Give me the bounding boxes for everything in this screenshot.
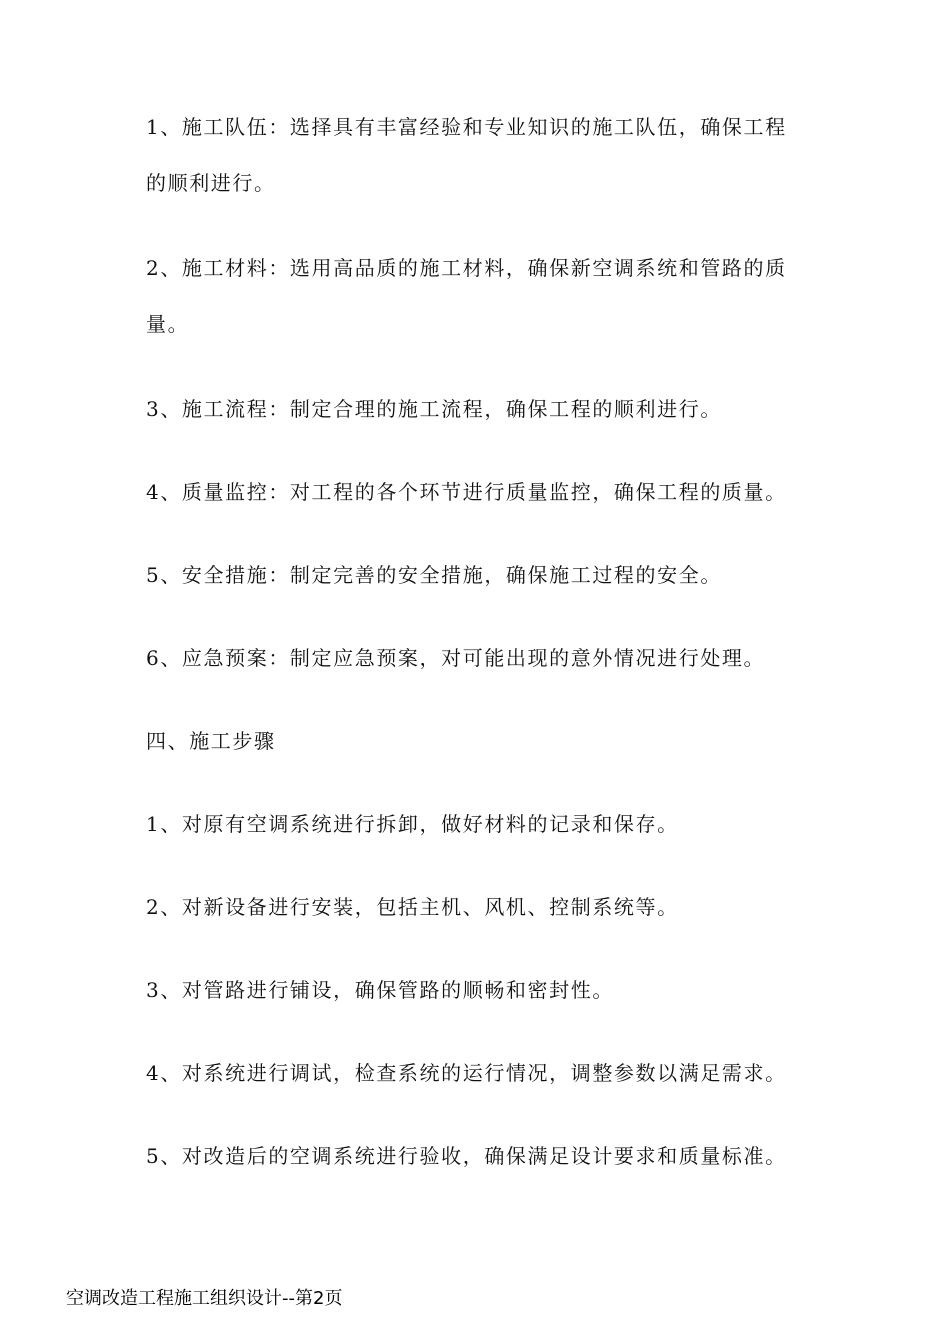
step-item: 4、对系统进行调试，检查系统的运行情况，调整参数以满足需求。 — [146, 1061, 787, 1085]
paragraph-construction-process: 3、施工流程：制定合理的施工流程，确保工程的顺利进行。 — [146, 397, 722, 421]
paragraph-quality-control: 4、质量监控：对工程的各个环节进行质量监控，确保工程的质量。 — [146, 480, 787, 504]
paragraph-construction-materials: 2、施工材料：选用高品质的施工材料，确保新空调系统和管路的质量。 — [146, 256, 787, 336]
paragraph-construction-team: 1、施工队伍：选择具有丰富经验和专业知识的施工队伍，确保工程的顺利进行。 — [146, 115, 787, 195]
step-item: 1、对原有空调系统进行拆卸，做好材料的记录和保存。 — [146, 812, 679, 836]
page-footer: 空调改造工程施工组织设计--第2页 — [66, 1288, 343, 1309]
step-item: 5、对改造后的空调系统进行验收，确保满足设计要求和质量标准。 — [146, 1144, 787, 1168]
step-item: 2、对新设备进行安装，包括主机、风机、控制系统等。 — [146, 895, 679, 919]
section-heading: 四、施工步骤 — [146, 729, 276, 753]
paragraph-safety-measures: 5、安全措施：制定完善的安全措施，确保施工过程的安全。 — [146, 563, 722, 587]
paragraph-emergency-plan: 6、应急预案：制定应急预案，对可能出现的意外情况进行处理。 — [146, 646, 766, 670]
step-item: 3、对管路进行铺设，确保管路的顺畅和密封性。 — [146, 978, 614, 1002]
